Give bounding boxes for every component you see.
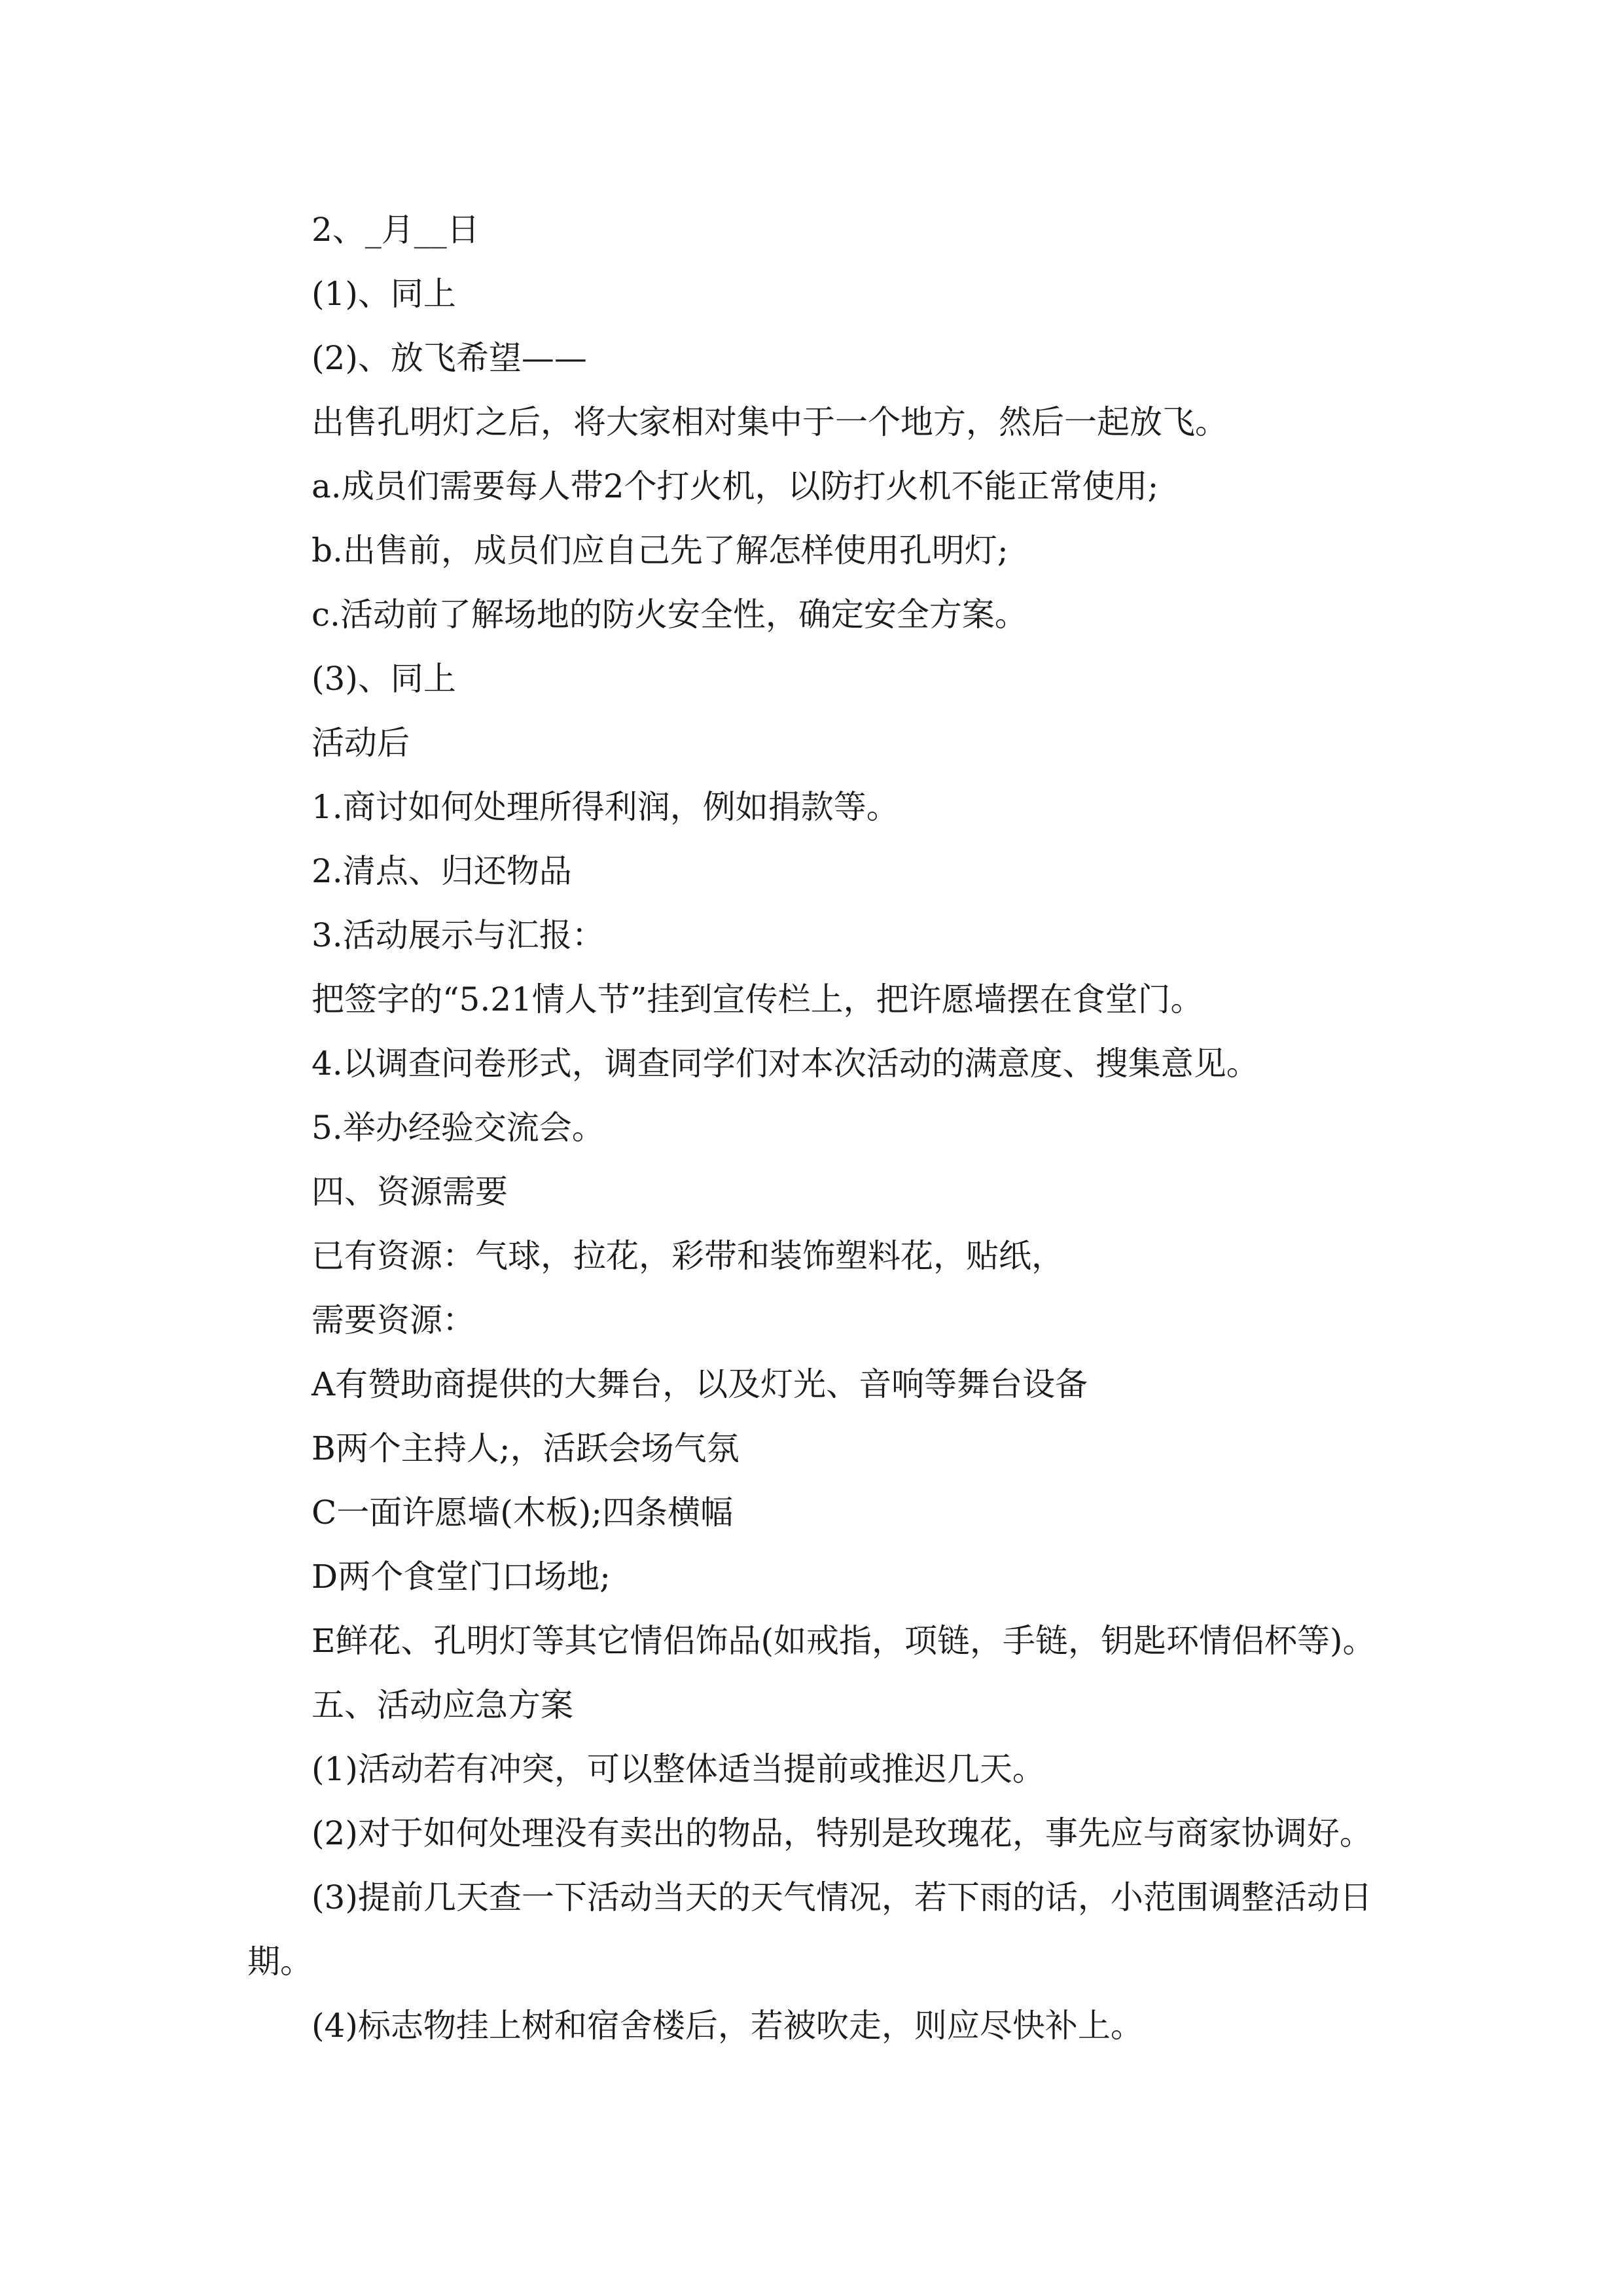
list-item: 4.以调查问卷形式，调查同学们对本次活动的满意度、搜集意见。 xyxy=(312,1045,1259,1083)
paragraph: 把签字的“5.21情人节”挂到宣传栏上，把许愿墙摆在食堂门。 xyxy=(312,980,1204,1018)
section-subheading: 活动后 xyxy=(312,724,410,762)
section-heading: 四、资源需要 xyxy=(312,1173,508,1211)
list-item: 1.商讨如何处理所得利润，例如捐款等。 xyxy=(312,788,899,826)
list-item: (3)提前几天查一下活动当天的天气情况，若下雨的话，小范围调整活动日 xyxy=(312,1878,1372,1916)
list-item: c.活动前了解场地的防火安全性，确定安全方案。 xyxy=(312,596,1027,634)
section-heading: 五、活动应急方案 xyxy=(312,1686,573,1724)
list-item: (2)、放飞希望—— xyxy=(312,339,587,377)
date-heading: 2、_月__日 xyxy=(312,211,480,249)
list-item: (4)标志物挂上树和宿舍楼后，若被吹走，则应尽快补上。 xyxy=(312,2007,1143,2045)
list-item: (2)对于如何处理没有卖出的物品，特别是玫瑰花，事先应与商家协调好。 xyxy=(312,1814,1372,1852)
list-item: 3.活动展示与汇报： xyxy=(312,916,605,954)
list-item: D两个食堂门口场地; xyxy=(312,1558,611,1596)
document-body xyxy=(247,208,1412,2068)
list-item: (1)、同上 xyxy=(312,275,456,313)
list-item: B两个主持人;，活跃会场气氛 xyxy=(312,1429,740,1467)
list-item: C一面许愿墙(木板);四条横幅 xyxy=(312,1494,734,1532)
list-item: E鲜花、孔明灯等其它情侣饰品(如戒指，项链，手链，钥匙环情侣杯等)。 xyxy=(312,1622,1376,1660)
list-item: 5.举办经验交流会。 xyxy=(312,1109,605,1147)
list-item: a.成员们需要每人带2个打火机，以防打火机不能正常使用; xyxy=(312,467,1159,505)
list-item-continuation: 期。 xyxy=(247,1943,313,1981)
list-item: 2.清点、归还物品 xyxy=(312,852,572,890)
paragraph: 出售孔明灯之后，将大家相对集中于一个地方，然后一起放飞。 xyxy=(312,403,1228,441)
list-item: (3)、同上 xyxy=(312,660,456,698)
list-item: b.出售前，成员们应自己先了解怎样使用孔明灯; xyxy=(312,531,1008,569)
paragraph: 需要资源： xyxy=(312,1301,475,1339)
list-item: A有赞助商提供的大舞台，以及灯光、音响等舞台设备 xyxy=(312,1365,1088,1403)
paragraph: 已有资源：气球，拉花，彩带和装饰塑料花，贴纸， xyxy=(312,1237,1064,1275)
list-item: (1)活动若有冲突，可以整体适当提前或推迟几天。 xyxy=(312,1750,1045,1788)
